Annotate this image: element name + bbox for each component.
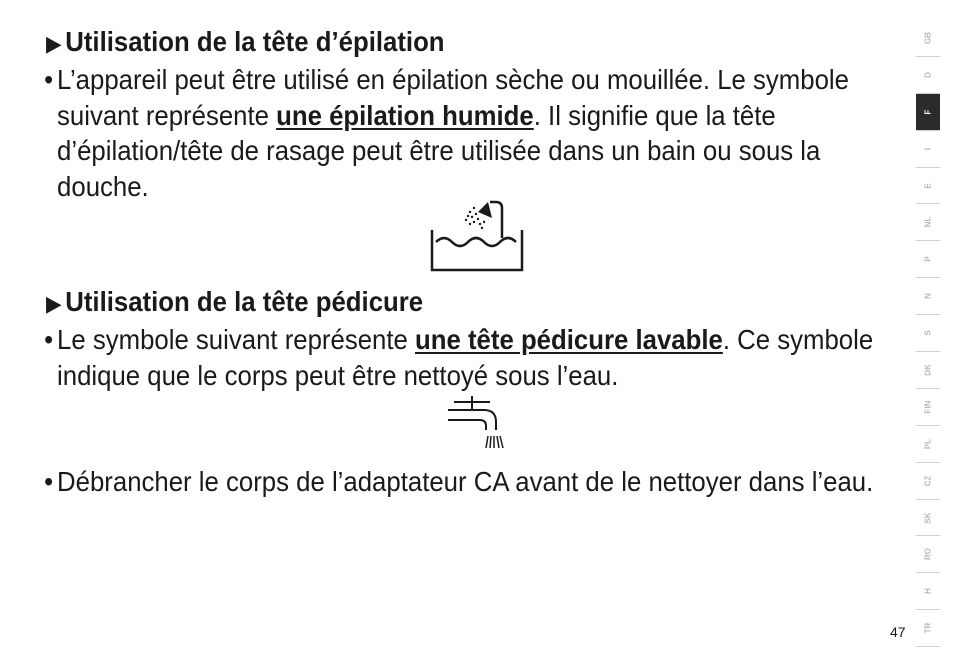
section-pedicure <box>46 284 896 393</box>
heading-marker-icon: ▶ <box>46 291 62 316</box>
section-epilation <box>46 24 896 204</box>
bullet-text-part2: . Il signifie que la tête d’épilation/tête de rasage peut être utilisée dans un bain ou sous la douche. <box>57 99 821 202</box>
heading-text: Utilisation de la tête d’épilation <box>65 26 445 57</box>
language-tab-pl[interactable]: PL <box>916 426 940 463</box>
bath-shower-icon <box>430 200 524 274</box>
bullet-text-part2: . Ce symbole indique que le corps peut être nettoyé sous l’eau. <box>57 324 874 391</box>
faucet-icon <box>444 396 510 452</box>
bullet-unplug-adapter <box>46 464 885 500</box>
language-tab-n[interactable]: N <box>916 278 940 315</box>
language-tab-e[interactable]: E <box>916 168 940 205</box>
bullet-text-part1: L’appareil peut être utilisé en épilation sèche ou mouillée. Le symbole suivant représente <box>57 64 849 131</box>
heading-text: Utilisation de la tête pédicure <box>65 286 424 317</box>
language-tab-h[interactable]: H <box>916 573 940 610</box>
language-tab-sidebar <box>916 20 940 647</box>
language-tab-fin[interactable]: FIN <box>916 389 940 426</box>
bullet-text: Débrancher le corps de l’adaptateur CA avant de le nettoyer dans l’eau. <box>57 466 874 497</box>
heading-marker-icon: ▶ <box>46 31 62 56</box>
page-number: 47 <box>890 624 906 640</box>
section-heading-pedicure <box>46 284 828 322</box>
bullet-dot: • <box>44 466 54 497</box>
language-tab-s[interactable]: S <box>916 315 940 352</box>
language-tab-dk[interactable]: DK <box>916 352 940 389</box>
bullet-dot: • <box>44 324 54 355</box>
language-tab-f[interactable]: F <box>916 94 940 131</box>
bullet-wet-epilation <box>46 62 885 204</box>
language-tab-d[interactable]: D <box>916 57 940 94</box>
section-heading-epilation <box>46 24 828 62</box>
bullet-emphasis: une tête pédicure lavable <box>415 324 723 355</box>
bullet-dot: • <box>44 64 54 95</box>
language-tab-cz[interactable]: CZ <box>916 463 940 500</box>
language-tab-p[interactable]: P <box>916 241 940 278</box>
language-tab-i[interactable]: I <box>916 131 940 168</box>
language-tab-sk[interactable]: SK <box>916 500 940 537</box>
language-tab-ro[interactable]: RO <box>916 536 940 573</box>
bullet-emphasis: une épilation humide <box>276 99 534 131</box>
bullet-washable-head <box>46 322 885 393</box>
language-tab-tr[interactable]: TR <box>916 610 940 647</box>
language-tab-gb[interactable]: GB <box>916 20 940 57</box>
bullet-text-part1: Le symbole suivant représente <box>57 324 416 355</box>
language-tab-nl[interactable]: NL <box>916 204 940 241</box>
section-unplug <box>46 464 896 500</box>
